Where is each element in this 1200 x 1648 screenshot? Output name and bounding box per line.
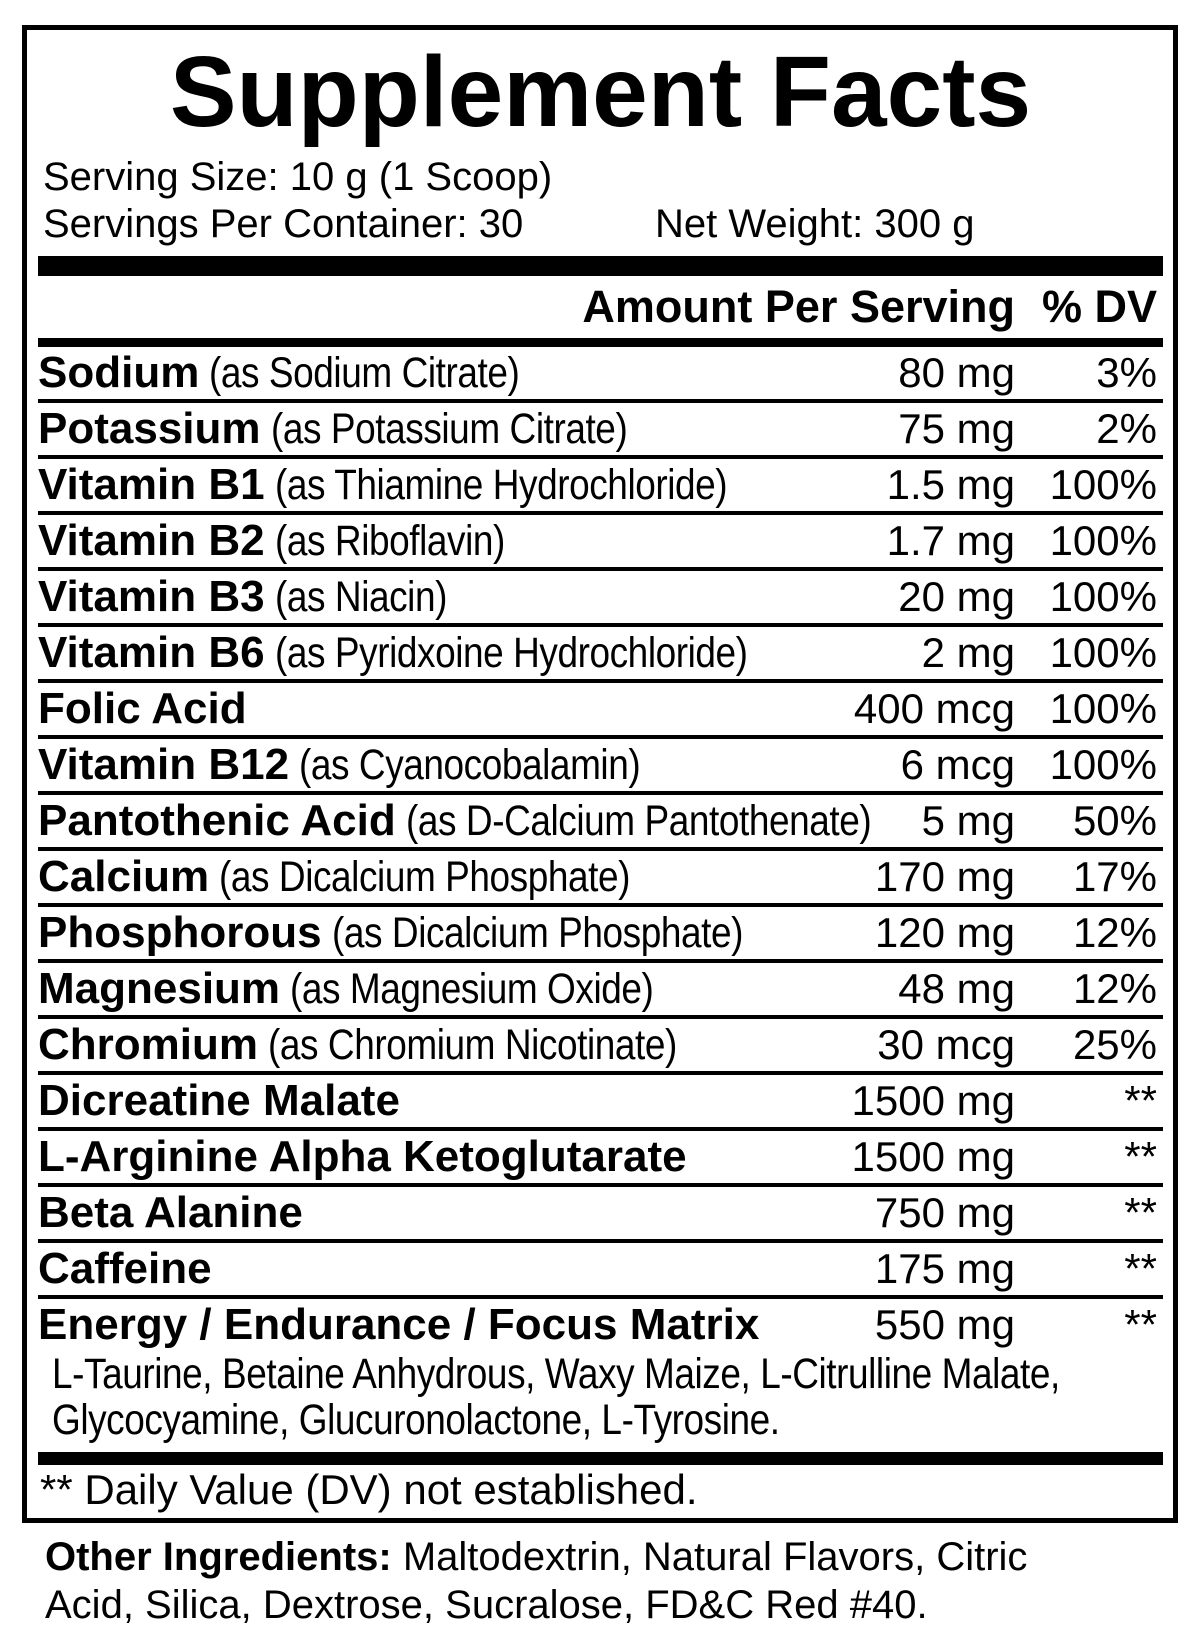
nutrient-name: Magnesium <box>38 964 281 1013</box>
nutrient-name: Sodium <box>38 348 200 397</box>
other-ingredients-line-1: Other Ingredients: Maltodextrin, Natural Flavors, Citric <box>45 1535 1028 1579</box>
nutrient-row-vitamin-b1 <box>38 459 1163 515</box>
nutrient-dv: 100% <box>1049 741 1157 788</box>
nutrient-dv: 100% <box>1049 517 1157 564</box>
nutrient-dv: 100% <box>1049 461 1157 508</box>
panel-title: Supplement Facts <box>169 36 1032 148</box>
nutrient-row-l-arginine-akg <box>38 1131 1163 1187</box>
nutrient-detail: (as Potassium Citrate) <box>270 405 627 453</box>
nutrient-row-phosphorous <box>38 907 1163 963</box>
nutrient-row-pantothenic-acid <box>38 795 1163 851</box>
nutrient-detail: (as Thiamine Hydrochloride) <box>274 461 727 509</box>
nutrient-detail: (as Chromium Nicotinate) <box>268 1021 677 1069</box>
nutrient-amount: 175 mg <box>874 1245 1015 1292</box>
nutrient-amount: 48 mg <box>898 965 1015 1012</box>
supplement-facts-panel <box>22 25 1178 1523</box>
nutrient-dv: 12% <box>1072 965 1157 1012</box>
nutrient-dv: 17% <box>1072 853 1157 900</box>
nutrient-name: Folic Acid <box>38 684 247 733</box>
nutrient-dv: 2% <box>1096 405 1157 452</box>
separator-thick-bottom <box>38 1452 1163 1465</box>
nutrient-amount: 120 mg <box>874 909 1015 956</box>
nutrient-detail: (as Cyanocobalamin) <box>299 741 641 789</box>
nutrient-detail: (as Sodium Citrate) <box>209 349 520 397</box>
nutrient-row-calcium <box>38 851 1163 907</box>
nutrient-detail: (as D-Calcium Pantothenate) <box>405 797 871 845</box>
nutrient-name: Dicreatine Malate <box>38 1076 400 1125</box>
nutrient-amount: 2 mg <box>921 629 1015 676</box>
nutrient-name: Calcium <box>38 852 210 901</box>
other-ingredients-label: Other Ingredients: <box>45 1535 392 1579</box>
nutrient-amount: 30 mcg <box>877 1021 1015 1068</box>
serving-size: Serving Size: 10 g (1 Scoop) <box>43 155 553 199</box>
nutrient-row-potassium <box>38 403 1163 459</box>
nutrient-dv: ** <box>1124 1189 1157 1236</box>
nutrient-amount: 400 mcg <box>853 685 1015 732</box>
separator-medium <box>38 338 1163 347</box>
nutrient-dv: 100% <box>1049 685 1157 732</box>
nutrient-name: Beta Alanine <box>38 1188 303 1237</box>
nutrient-dv: 100% <box>1049 629 1157 676</box>
serving-info <box>43 154 1163 248</box>
nutrient-name: Vitamin B6 <box>38 628 265 677</box>
nutrient-row-sodium <box>38 347 1163 403</box>
nutrient-name: Energy / Endurance / Focus Matrix <box>38 1300 760 1349</box>
nutrient-dv: ** <box>1124 1133 1157 1180</box>
nutrient-amount: 1500 mg <box>851 1077 1015 1124</box>
nutrient-amount: 1.5 mg <box>886 461 1015 508</box>
nutrient-dv: ** <box>1124 1245 1157 1292</box>
percent-dv-header: % DV <box>1041 281 1157 332</box>
nutrient-row-chromium <box>38 1019 1163 1075</box>
nutrient-row-vitamin-b6 <box>38 627 1163 683</box>
column-header-row <box>38 276 1163 338</box>
net-weight: Net Weight: 300 g <box>655 202 975 246</box>
separator-thick-top <box>38 256 1163 276</box>
servings-per-container: Servings Per Container: 30 <box>43 202 524 246</box>
nutrient-row-beta-alanine <box>38 1187 1163 1243</box>
nutrient-dv: 25% <box>1072 1021 1157 1068</box>
nutrient-detail: (as Niacin) <box>274 573 447 621</box>
nutrient-dv: 12% <box>1072 909 1157 956</box>
nutrient-name: L-Arginine Alpha Ketoglutarate <box>38 1132 687 1181</box>
nutrient-amount: 750 mg <box>874 1189 1015 1236</box>
nutrient-name: Vitamin B2 <box>38 516 265 565</box>
nutrient-row-folic-acid <box>38 683 1163 739</box>
dv-footnote: ** Daily Value (DV) not established. <box>40 1466 698 1513</box>
nutrient-row-vitamin-b12 <box>38 739 1163 795</box>
nutrient-amount: 550 mg <box>874 1301 1015 1348</box>
nutrient-row-energy-matrix <box>38 1299 1163 1351</box>
matrix-ingredients-line-2: Glycocyamine, Glucuronolactone, L-Tyrosine. <box>52 1396 780 1444</box>
nutrient-amount: 20 mg <box>898 573 1015 620</box>
nutrient-detail: (as Dicalcium Phosphate) <box>219 853 631 901</box>
nutrient-detail: (as Dicalcium Phosphate) <box>331 909 743 957</box>
matrix-ingredients-line-1: L-Taurine, Betaine Anhydrous, Waxy Maize, L-Citrulline Malate, <box>52 1350 1060 1398</box>
other-ingredients <box>45 1533 1027 1629</box>
nutrient-row-vitamin-b3 <box>38 571 1163 627</box>
nutrient-row-magnesium <box>38 963 1163 1019</box>
nutrient-name: Caffeine <box>38 1244 212 1293</box>
nutrient-name: Phosphorous <box>38 908 322 957</box>
nutrient-name: Vitamin B12 <box>38 740 290 789</box>
nutrient-detail: (as Pyridxoine Hydrochloride) <box>274 629 748 677</box>
amount-per-serving-header: Amount Per Serving <box>582 281 1015 332</box>
nutrient-row-caffeine <box>38 1243 1163 1299</box>
nutrient-name: Vitamin B1 <box>38 460 265 509</box>
nutrient-row-dicreatine-malate <box>38 1075 1163 1131</box>
other-ingredients-line-2: Acid, Silica, Dextrose, Sucralose, FD&C Red #40. <box>45 1583 928 1627</box>
nutrient-dv: ** <box>1124 1301 1157 1348</box>
nutrient-detail: (as Magnesium Oxide) <box>290 965 654 1013</box>
nutrient-amount: 80 mg <box>898 349 1015 396</box>
nutrient-dv: 50% <box>1072 797 1157 844</box>
nutrient-name: Pantothenic Acid <box>38 796 396 845</box>
nutrient-amount: 1500 mg <box>851 1133 1015 1180</box>
nutrient-dv: ** <box>1124 1077 1157 1124</box>
nutrient-name: Vitamin B3 <box>38 572 265 621</box>
nutrient-name: Chromium <box>38 1020 258 1069</box>
nutrient-row-vitamin-b2 <box>38 515 1163 571</box>
nutrient-amount: 6 mcg <box>900 741 1015 788</box>
nutrient-detail: (as Riboflavin) <box>274 517 505 565</box>
nutrient-name: Potassium <box>38 404 261 453</box>
nutrient-amount: 1.7 mg <box>886 517 1015 564</box>
nutrient-amount: 170 mg <box>874 853 1015 900</box>
nutrient-dv: 100% <box>1049 573 1157 620</box>
nutrient-amount: 5 mg <box>921 797 1015 844</box>
nutrient-dv: 3% <box>1096 349 1157 396</box>
nutrient-amount: 75 mg <box>898 405 1015 452</box>
